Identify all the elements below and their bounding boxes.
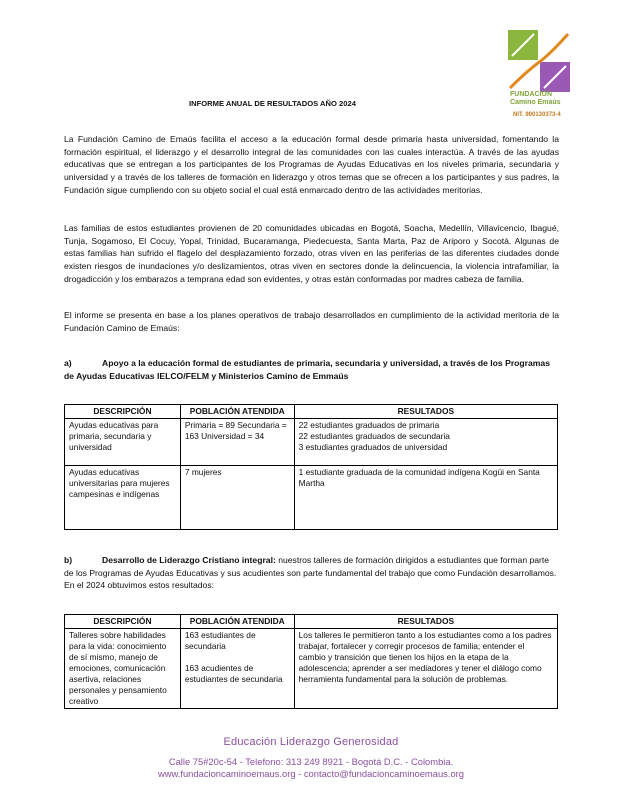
footer-address: Calle 75#20c-54 - Telefono: 313 249 8921 - Bogotá D.C. - Colombia. (168, 756, 454, 767)
cell-poblacion: 7 mujeres (180, 466, 294, 530)
document-title: INFORME ANUAL DE RESULTADOS AÑO 2024 (189, 99, 356, 108)
column-header-poblacion: POBLACIÓN ATENDIDA (180, 405, 294, 419)
intro-paragraph: La Fundación Camino de Emaús facilita el acceso a la educación formal desde primaria hasta universidad, fomentando la formación espiritual, el liderazgo y el desarrollo integral de las comunidades con las cuales interactúa. A través de las ayudas educativas que se entregan a los participantes de los Programas de Ayudas Educativas en los niveles primaria, secundaria y universidad y a través de los talleres de formación en liderazgo y otros temas que se ofrecen a los participantes y sus padres, la Fundación sigue cumpliendo con su objeto social el cual está enmarcado dentro de las actividades meritorias. (64, 134, 559, 195)
table-row (65, 629, 558, 709)
logo-name-line2: Camino Emaús (510, 99, 561, 106)
section-a-heading (64, 357, 559, 382)
cell-descripcion: Ayudas educativas universitarias para mujeres campesinas e indígenas (65, 466, 181, 530)
column-header-descripcion: DESCRIPCIÓN (65, 405, 181, 419)
poblacion-line: 163 acudientes de estudiantes de secundaria (184, 663, 283, 684)
cell-descripcion: Ayudas educativas para primaria, secundaria y universidad (65, 419, 181, 466)
footer-slogan: Educación Liderazgo Generosidad (223, 736, 399, 748)
section-b-heading (64, 554, 559, 592)
table-header-row (65, 405, 558, 419)
result-line: 22 estudiantes graduados de primaria (298, 420, 440, 430)
section-b-heading-bold: Desarrollo de Liderazgo Cristiano integral: (102, 555, 276, 565)
column-header-poblacion: POBLACIÓN ATENDIDA (180, 615, 294, 629)
table-row (65, 419, 558, 466)
logo-nit: NIT. 900130373-4 (513, 112, 561, 118)
section-a-letter: a) (64, 358, 72, 368)
section-a-heading-text: Apoyo a la educación formal de estudiantes de primaria, secundaria y universidad, a través de los Programas de Ayudas Educativas IELCO/FELM y Ministerios Camino de Emmaús (64, 358, 550, 381)
table-header-row (65, 615, 558, 629)
table-row (65, 466, 558, 530)
poblacion-line: 163 estudiantes de secundaria (184, 630, 256, 651)
families-paragraph: Las familias de estos estudiantes provienen de 20 comunidades ubicadas en Bogotá, Soacha, Medellín, Villavicencio, Ibagué, Tunja, Sogamoso, El Cocuy, Yopal, Trinidad, Bucaramanga, Piedecuesta, Santa Marta, Paz de Ariporo y Socotá. Algunas de estas familias han sufrido el flagelo del desplazamiento forzado, otras viven en las periferias de las diferentes ciudades donde existen riesgos de inundaciones y/o deslizamientos, otras viven en sectores donde la delincuencia, la violencia intrafamiliar, la drogadicción y los embarazos a temprana edad son evidentes, y otras están conformadas por madres cabeza de familia. (64, 223, 559, 284)
cell-poblacion: Primaria = 89 Secundaria = 163 Universidad = 34 (180, 419, 294, 466)
report-basis-paragraph: El informe se presenta en base a los planes operativos de trabajo desarrollados en cumplimiento de la actividad meritoria de la Fundación Camino de Emaús: (64, 310, 559, 333)
section-b-heading-text: nuestros talleres de formación dirigidos a estudiantes que forman parte de los Programas de Ayudas Educativas y sus acudientes son parte fundamental del trabajo que como Fundación desarrollamos. En el 2024 obtuvimos estos resultados: (64, 555, 557, 591)
logo-name-line1: FUNDACIÓN (510, 91, 552, 98)
cell-resultados (294, 419, 557, 466)
cell-descripcion: Talleres sobre habilidades para la vida: conocimiento de sí mismo, manejo de emociones, comunicación asertiva, relaciones personales y pensamiento creativo (65, 629, 181, 709)
section-b-letter: b) (64, 555, 73, 565)
footer-web: www.fundacioncaminoemaus.org - contacto@fundacioncaminoemaus.org (157, 768, 465, 779)
cell-resultados: 1 estudiante graduada de la comunidad indígena Kogüi en Santa Martha (294, 466, 557, 530)
column-header-resultados: RESULTADOS (294, 615, 557, 629)
column-header-resultados: RESULTADOS (294, 405, 557, 419)
foundation-logo (508, 30, 570, 92)
result-line: 22 estudiantes graduados de secundaria (298, 431, 450, 441)
column-header-descripcion: DESCRIPCIÓN (65, 615, 181, 629)
cell-resultados: Los talleres le permitieron tanto a los estudiantes como a los padres trabajar, fortalecer y corregir procesos de familia; entender el cambio y transición que tienen los hijos en la etapa de la adolescencia; aprender a ser mediadores y tener el diálogo como herramienta fundamental para la solución de problemas. (294, 629, 557, 709)
section-a-table (64, 404, 558, 530)
cell-poblacion (180, 629, 294, 709)
result-line: 3 estudiantes graduados de universidad (298, 442, 448, 452)
section-b-table (64, 614, 558, 709)
